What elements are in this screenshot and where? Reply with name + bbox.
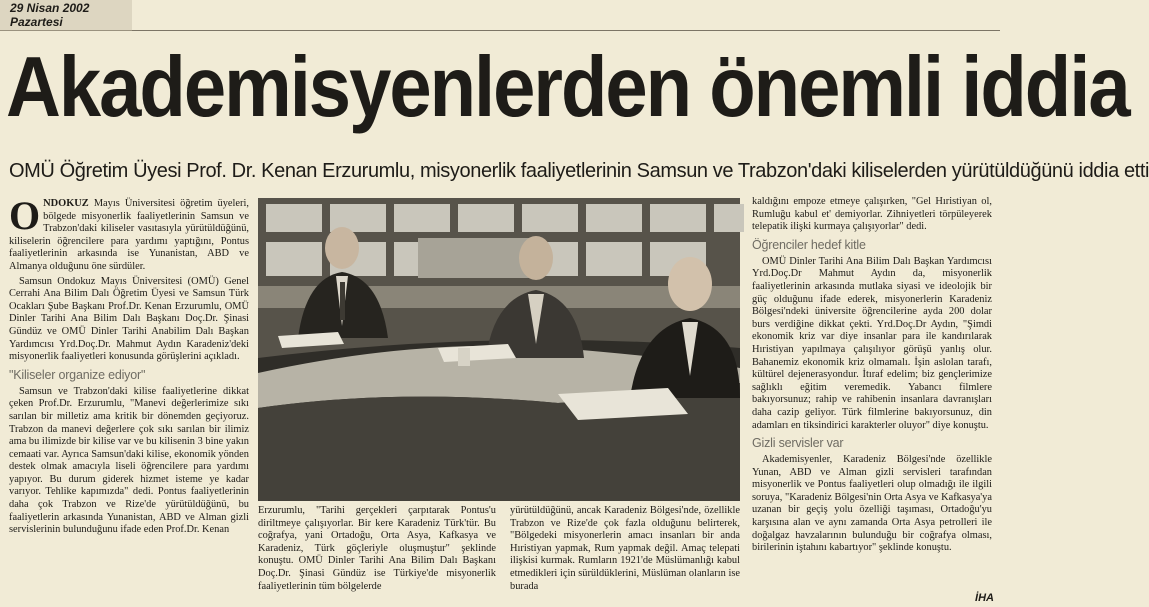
section-heading-kiliseler: "Kiliseler organize ediyor": [9, 367, 146, 382]
date-box: [0, 0, 132, 31]
lead-word: NDOKUZ: [43, 198, 89, 209]
col4-paragraph-2: OMÜ Dinler Tarihi Ana Bilim Dalı Başkan Yardımcısı Yrd.Doç.Dr Mahmut Aydın da, misyonerlik faaliyetlerinin arkasında mutlaka siyasi ve ideolojik bir güç olduğunu ifade ederek, misyonerlerin Karadeniz Bölgesi'ndeki üniversite öğrencilerine ayda 200 dolar burs verdiğine dikkat çekti. Yrd.Doç.Dr Aydın, "Şimdi ekonomik kriz var diye insanlar para ile kandırılarak Hıristiyan yapılmaya çalışılıyor görüşü yanlış olur. Bahanemiz ekonomik kriz olmamalı. İşin aslolan tarafı, kültürel dejenerasyondur. İtıraf edelim; biz gençlerimize sağlıklı eğitim veremedik. Yabancı filmlere bakıyorsunuz; rahip ve rahibenin insanlara davranışları daha cazip geliyor. Türk filmlerine bakıyorsunuz, din adamları en tiksindirici karakterler oluyor" diye konuştu.: [752, 255, 992, 431]
col4-paragraph-1: kaldığını empoze etmeye çalışırken, "Gel Hıristiyan ol, Rumluğu kabul et' demiyorlar. Zihniyetleri törpüleyerek telepatik ilişki kurmaya çalışıyorlar" dedi.: [752, 196, 992, 233]
issue-date: 29 Nisan 2002: [10, 1, 90, 15]
column-4: [752, 196, 992, 607]
news-photo: [258, 198, 740, 501]
col3-paragraph: yürütüldüğünü, ancak Karadeniz Bölgesi'nde, özellikle Trabzon ve Rize'de çok fazla olduğunu belirterek, "Bölgedeki misyonerlerin amacı insanları bir anda Hıristiyan yapmak, Rum yapmak değil. Amaç telepati ilişkisi kurmak. Rumların 1921'de Müslümanlığı kabul etmedikleri için sürüldüklerini, Müslüman olanların ise burada: [510, 505, 740, 592]
column-2: [258, 505, 496, 607]
column-1: [9, 193, 249, 607]
headline: Akademisyenlerden önemli iddia: [6, 39, 1129, 136]
subheadline: OMÜ Öğretim Üyesi Prof. Dr. Kenan Erzurumlu, misyonerlik faaliyetlerinin Samsun ve Trabzon'daki kiliselerden yürütüldüğünü iddia etti: [9, 160, 1149, 182]
top-rule: [132, 30, 1000, 31]
issue-weekday: Pazartesi: [10, 15, 63, 29]
section-heading-gizli-servisler: Gizli servisler var: [752, 436, 844, 451]
col1-paragraph-2: Samsun Ondokuz Mayıs Üniversitesi (OMÜ) Genel Cerrahi Ana Bilim Dalı Öğretim Üyesi ve Samsun Türk Ocakları Şube Başkanı Prof.Dr. Kenan Erzurumlu, OMÜ Dinler Tarihi Ana Bilim Dalı Başkanı Doç.Dr. Şinasi Gündüz ve OMÜ Dinler Tarihi Anabilim Dalı Başkan Yardımcısı Yrd.Doç.Dr. Mahmut Aydın Karadeniz'deki misyonerlik faaliyetleri konusunda görüşlerini açıkladı.: [9, 275, 249, 363]
col1-paragraph-1: Mayıs Üniversitesi öğretim üyeleri, bölgede misyonerlik faaliyetlerinin Samsun ve Trabzon'daki kiliseler vasıtasıyla yürütüldüğünü, kiliselerin öğrencilere para yardımı yaptığını, Pontus faaliyetlerinin arkasında ise Yunanistan, ABD ve Almanya olduğunu öne sürdüler.: [9, 198, 249, 272]
news-agency-credit: İHA: [975, 592, 994, 604]
col2-paragraph: Erzurumlu, "Tarihi gerçekleri çarpıtarak Pontus'u diriltmeye çalışıyorlar. Bir kere Karadeniz Türk'tür. Bu coğrafya, yani Ortadoğu, Orta Asya, Kafkasya ve Karadeniz, Türk göçleriyle oluşmuştur" şeklinde konuştu. OMÜ Dinler Tarihi Ana Bilim Dalı Başkanı Doç.Dr. Şinasi Gündüz ise Türkiye'de misyonerlik faaliyetlerinin tüm bölgelerde: [258, 505, 496, 592]
panel-photo-illustration: [258, 198, 740, 501]
col1-lead-paragraph: [9, 193, 249, 274]
drop-cap: O: [9, 193, 41, 238]
section-heading-ogrenciler: Öğrenciler hedef kitle: [752, 237, 866, 252]
column-3: [510, 505, 740, 607]
col4-paragraph-3: Akademisyenler, Karadeniz Bölgesi'nde özellikle Yunan, ABD ve Alman gizli servisleri tarafından misyonerlik ve Pontus faaliyetleri olup olmadığı ile ilgili soruya, "Karadeniz Bölgesi'nin Orta Asya ve Kafkasya'ya uzanan bir geçiş yolu özelliği taşıması, Ortadoğu'yu karşısına alan ve aynı zamanda Orta Asya petrolleri ile doğalgaz havzalarının bulunduğu bir coğrafya olması, birilerinin iştahını kabartıyor" şeklinde konuştu.: [752, 454, 992, 554]
col1-paragraph-3: Samsun ve Trabzon'daki kilise faaliyetlerine dikkat çeken Prof.Dr. Erzurumlu, "Manevi değerlerimize sıkı sarılan bir milletiz ama kritik bir dönemden geçiyoruz. Trabzon da manevi değerlere çok sıkı sarılan bir ilimiz ama bu ilimizde bir kilise var ve bu kilisenin 3 bine yakın cemaati var. Ayrıca Samsun'daki kilise, ekonomik yönden destek olmak amacıyla liseli öğrencilere para yardımı yapıyor. Bu durum giderek hizmet isteme ye kadar varıyor. Tehlike kapımızda" dedi. Pontus faaliyetlerinin daha çok Trabzon ve Rize'de yürütüldüğünü, bu faaliyetlerin arkasında Yunanistan, ABD ve Alman gizli servislerinin bulunduğunu ifade eden Prof.Dr. Kenan: [9, 385, 249, 536]
